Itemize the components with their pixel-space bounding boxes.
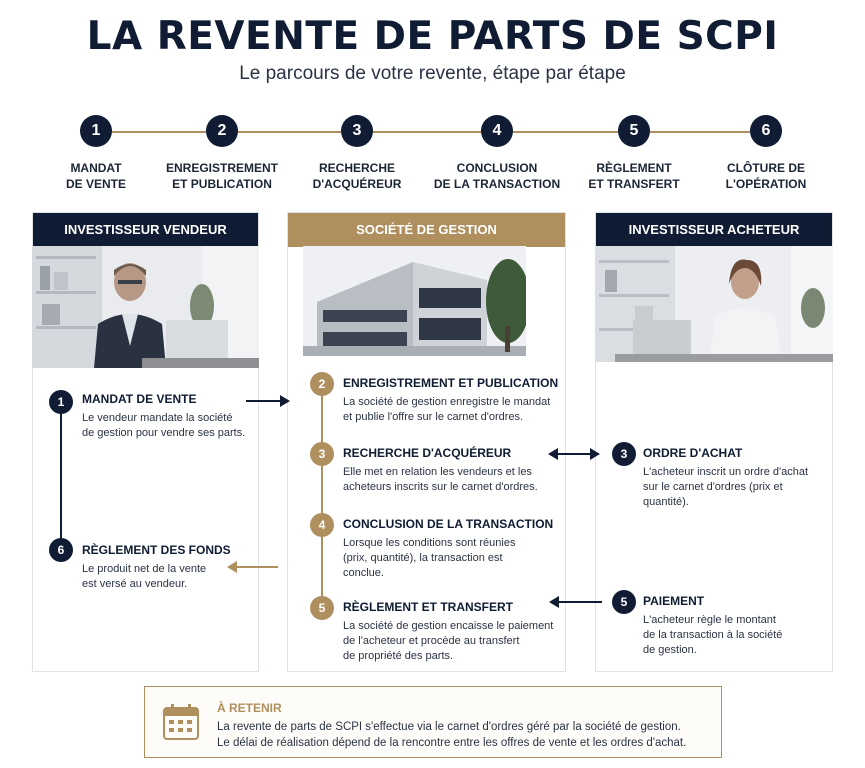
step-number: 1: [49, 390, 73, 414]
key-takeaway-text: La revente de parts de SCPI s'effectue via le carnet d'ordres géré par la société de gestion. Le délai de réalisation dépend de la rencontre entre les offres de vente et les ordres d'achat.: [217, 721, 687, 749]
step-description: Le produit net de la vente est versé au vendeur.: [82, 563, 207, 590]
step-description: L'acheteur inscrit un ordre d'achat sur le carnet d'ordres (prix et quantité).: [643, 466, 809, 508]
timeline-step-label: ENREGISTREMENT ET PUBLICATION: [165, 161, 278, 191]
step-number: 6: [49, 538, 73, 562]
step-number: 5: [612, 590, 636, 614]
timeline-step-number: 2: [206, 115, 238, 147]
seller-column-header: INVESTISSEUR VENDEUR: [33, 213, 258, 247]
step-description: La société de gestion encaisse le paiement de l'acheteur et procède au transfert de propriété des parts.: [343, 620, 554, 662]
step-title: ORDRE D'ACHAT: [643, 446, 743, 460]
calendar-icon: [163, 703, 199, 746]
arrow-left-icon: [549, 596, 602, 608]
buyer-column-header: INVESTISSEUR ACHETEUR: [596, 213, 832, 247]
step-title: MANDAT DE VENTE: [82, 392, 197, 406]
timeline-step-label: MANDAT DE VENTE: [65, 161, 126, 191]
step-description: Le vendeur mandate la société de gestion pour vendre ses parts.: [82, 412, 246, 439]
step-number: 3: [310, 442, 334, 466]
timeline-step-label: CONCLUSION DE LA TRANSACTION: [433, 161, 561, 191]
step-title: RÈGLEMENT ET TRANSFERT: [343, 600, 513, 614]
arrow-right-icon: [246, 395, 290, 407]
timeline-step-number: 4: [481, 115, 513, 147]
step-number: 3: [612, 442, 636, 466]
timeline-step-label: CLÔTURE DE L'OPÉRATION: [725, 161, 807, 191]
key-takeaway-title: À RETENIR: [217, 701, 282, 715]
step-title: PAIEMENT: [643, 594, 705, 608]
step-number: 4: [310, 513, 334, 537]
arrow-bidirectional-icon: [548, 448, 600, 460]
manager-column-header: SOCIÉTÉ DE GESTION: [288, 213, 565, 247]
page-subtitle: Le parcours de votre revente, étape par étape: [239, 63, 626, 84]
step-description: La société de gestion enregistre le mandat et publie l'offre sur le carnet d'ordres.: [343, 396, 551, 423]
step-description: Elle met en relation les vendeurs et les acheteurs inscrits sur le carnet d'ordres.: [343, 466, 538, 493]
step-number: 2: [310, 372, 334, 396]
page-title: LA REVENTE DE PARTS DE SCPI: [86, 14, 779, 59]
timeline-step-number: 3: [341, 115, 373, 147]
timeline-step-label: RECHERCHE D'ACQUÉREUR: [312, 161, 402, 191]
key-takeaway-box: [144, 686, 722, 758]
step-description: Lorsque les conditions sont réunies (prix, quantité), la transaction est conclue.: [343, 537, 516, 579]
step-title: RÈGLEMENT DES FONDS: [82, 543, 231, 557]
step-number: 5: [310, 596, 334, 620]
step-title: RECHERCHE D'ACQUÉREUR: [343, 446, 512, 460]
arrow-left-icon: [227, 561, 278, 573]
timeline-step-number: 1: [80, 115, 112, 147]
step-title: CONCLUSION DE LA TRANSACTION: [343, 517, 554, 531]
timeline-step-label: RÈGLEMENT ET TRANSFERT: [588, 161, 680, 191]
step-description: L'acheteur règle le montant de la transaction à la société de gestion.: [643, 614, 783, 656]
step-title: ENREGISTREMENT ET PUBLICATION: [343, 376, 559, 390]
timeline-step-number: 5: [618, 115, 650, 147]
timeline-step-number: 6: [750, 115, 782, 147]
